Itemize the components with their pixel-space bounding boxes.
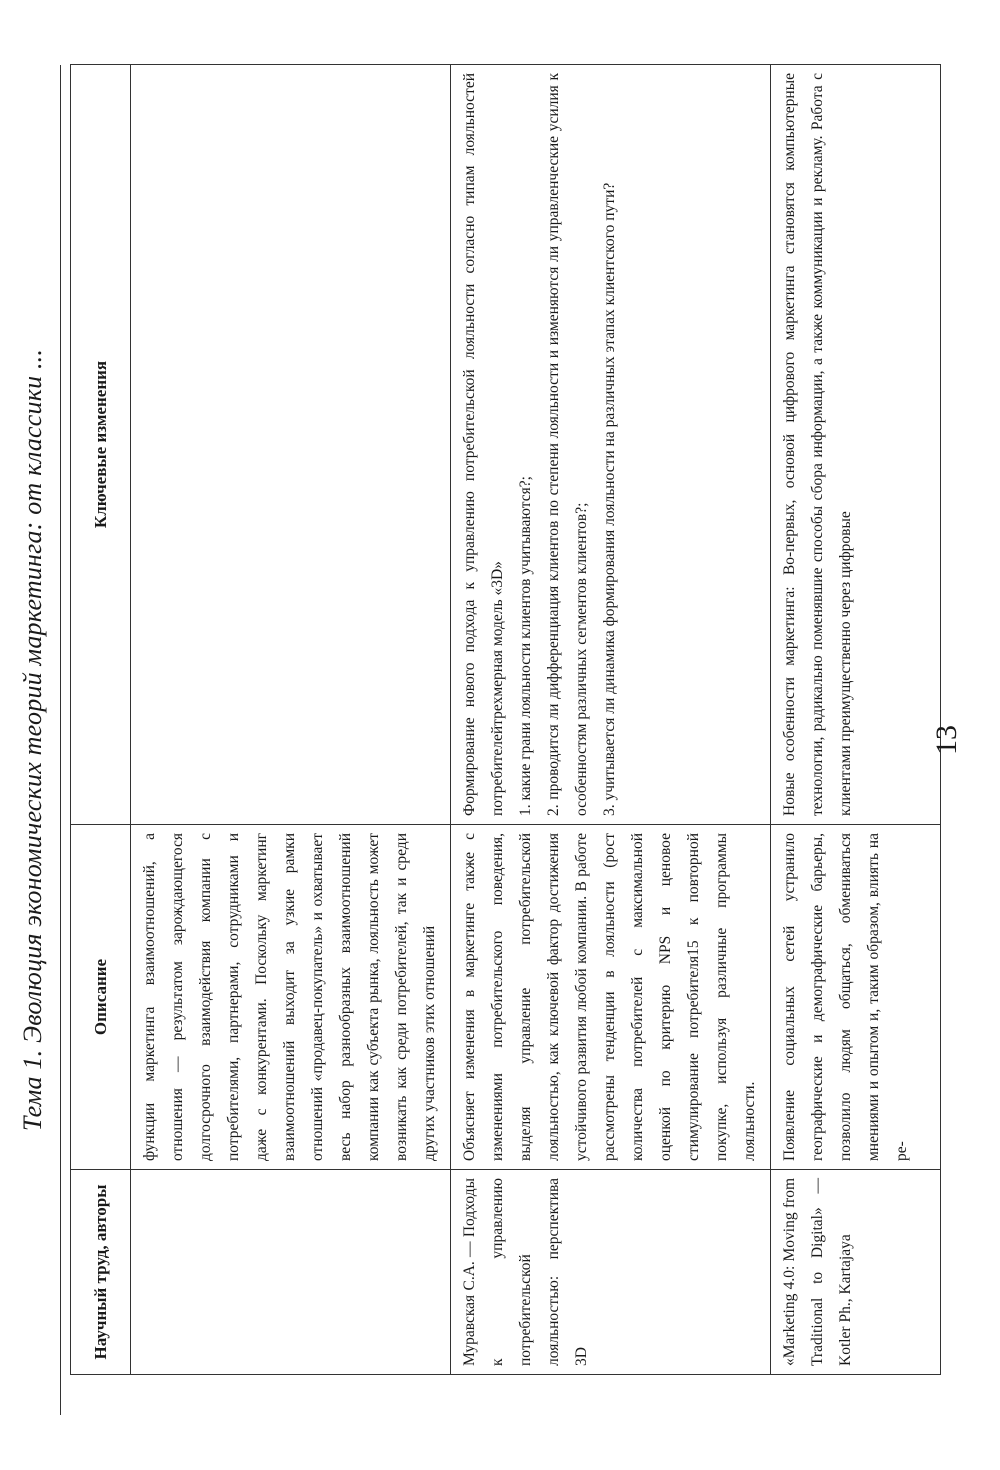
cell-changes <box>771 65 941 825</box>
page-number: 13 <box>930 725 963 755</box>
cell-changes <box>131 65 451 825</box>
table-row <box>771 65 941 1375</box>
changes-line: Новые особенности маркетинга: Во-первых, основой цифрового маркетинга становятся компьютерные технологии, радикально поменявшие способы сбора информации, а также коммуникации и рекламу. Работа с клиентами преимущественно через цифровые <box>781 73 854 816</box>
table-row <box>451 65 771 1375</box>
cell-author: «Marketing 4.0: Moving from Traditional to Digital» — Kotler Ph., Kartajaya <box>771 1170 941 1375</box>
cell-description: Появление социальных сетей устранило географические и демографические барьеры, позволило людям общаться, обмениваться мнениями и опытом и, таким образом, влиять на ре- <box>771 825 941 1170</box>
cell-description: функции маркетинга взаимоотношений, а отношения — результатом зарождающегося долгосрочного взаимодействия компании с потребителями, партнерами, сотрудниками и даже с конкурентами. Поскольку маркетинг взаимоотношений выходит за узкие рамки отношений «продавец-покупатель» и охватывает весь набор разнообразных взаимоотношений компании как субъекта рынка, лояльность может возникать как среди потребителей, так и среди других участников этих отношений <box>131 825 451 1170</box>
changes-line: 1. какие грани лояльности клиентов учитываются?; <box>517 476 534 816</box>
table-row <box>131 65 451 1375</box>
cell-description: Объясняет изменения в маркетинге также с изменениями потребительского поведения, выделяя управление потребительской лояльностью, как ключевой фактор достижения устойчивого развития любой компании. В работе рассмотрены тенденции в лояльности (рост количества потребителей с максимальной оценкой по критерию NPS и ценовое стимулирование потребителя15 к повторной покупке, используя различные программы лояльности. <box>451 825 771 1170</box>
cell-changes <box>451 65 771 825</box>
changes-line: 2. проводится ли дифференциация клиентов по степени лояльности и изменяются ли управленческие усилия к особенностям различных сегментов клиентов?; <box>545 73 590 816</box>
cell-author: Муравская С.А. — Подходы к управлению потребительской лояльностью: перспектива 3D <box>451 1170 771 1375</box>
column-header-author: Научный труд, авторы <box>71 1170 131 1375</box>
table-header-row <box>71 65 131 1375</box>
changes-line: Формирование нового подхода к управлению потребительской лояльности согласно типам лояльностей потребителейтрехмерная модель «3D» <box>461 73 506 816</box>
header-rule <box>60 65 61 1415</box>
changes-line: 3. учитывается ли динамика формирования лояльности на различных этапах клиентского пути? <box>601 182 618 816</box>
page-header: Тема 1. Эволюция экономических теорий маркетинга: от классики ... <box>18 348 47 1132</box>
column-header-description: Описание <box>71 825 131 1170</box>
evolution-table <box>70 64 941 1375</box>
column-header-changes: Ключевые изменения <box>71 65 131 825</box>
cell-author <box>131 1170 451 1375</box>
